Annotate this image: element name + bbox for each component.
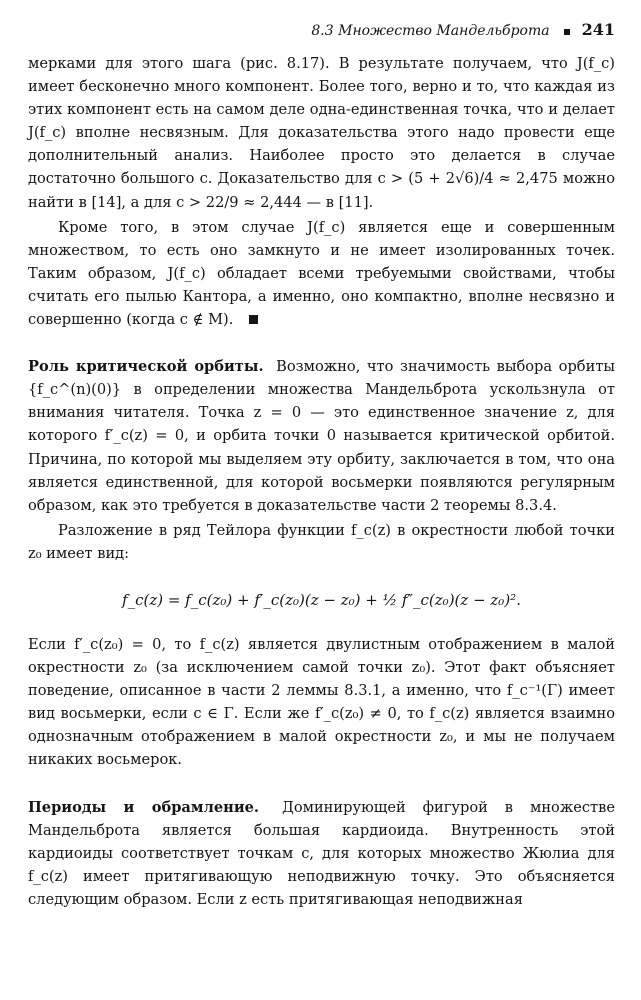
paragraph-1: мерками для этого шага (рис. 8.17). В результате получаем, что J(f_c) имеет бесконечно много компонент. Более того, верно и то, что каждая из этих компонент есть на самом деле одна-единственная точка, что и делает J(f_c) вполне несвязным. Для доказательства этого надо провести еще дополнительный анализ. Наиболее просто это делается в случае достаточно большого c. Доказательство для c > (5 + 2√6)/4 ≈ 2,475 можно найти в [14], а для c > 22/9 ≈ 2,444 — в [11].: [28, 55, 615, 211]
header-bullet-icon: [564, 29, 570, 35]
taylor-formula: f_c(z) = f_c(z₀) + f′_c(z₀)(z − z₀) + ½ f″_c(z₀)(z − z₀)².: [122, 590, 521, 609]
running-header-title: 8.3 Множество Мандельброта: [311, 23, 550, 39]
running-header: [28, 18, 615, 52]
paragraph-3-text: Возможно, что значимость выбора орбиты {f_c^(n)(0)} в определении множества Мандельброта ускользнула от внимания читателя. Точка z = 0 — это единственное значение z, для которого f′_c(z) = 0, и орбита точки 0 называется критической орбитой. Причина, по которой мы выделяем эту орбиту, заключается в том, что она является единственной, для которой восьмерки появляются регулярным образом, как это требуется в доказательстве части 2 теоремы 8.3.4.: [28, 358, 616, 514]
section-title-critical-orbit: Роль критической орбиты.: [28, 358, 264, 376]
section-critical-orbit: [28, 355, 615, 517]
section-title-periods: Периоды и обрамление.: [28, 798, 260, 816]
qed-square-icon: [249, 315, 258, 324]
paragraph-6-text: Доминирующей фигурой в множестве Мандельброта является большая кардиоида. Внутренность этой кардиоиды соответствует точкам c, для которых множество Жюлиа для f_c(z) имеет притягивающую неподвижную точку. Это объясняется следующим образом. Если z есть притягивающая неподвижная: [28, 798, 615, 908]
section-periods: [28, 796, 615, 911]
paragraph-5: Если f′_c(z₀) = 0, то f_c(z) является двулистным отображением в малой окрестности z₀ (за исключением самой точки z₀). Этот факт объясняет поведение, описанное в части 2 леммы 8.3.1, а именно, что f_c⁻¹(Γ) имеет вид восьмерки, если c ∈ Γ. Если же f′_c(z₀) ≠ 0, то f_c(z) является взаимно однозначным отображением в малой окрестности z₀, и мы не получаем никаких восьмерок.: [28, 635, 615, 769]
paragraph-4: Разложение в ряд Тейлора функции f_c(z) в окрестности любой точки z₀ имеет вид:: [28, 521, 615, 562]
paragraph-2-text: Кроме того, в этом случае J(f_c) является еще и совершенным множеством, то есть оно замкнуто и не имеет изолированных точек. Таким образом, J(f_c) обладает всеми требуемыми свойствами, чтобы считать его пылью Кантора, а именно, оно компактно, вполне несвязно и совершенно (когда c ∉ M).: [28, 218, 615, 329]
paragraph-2: [28, 216, 615, 331]
page-number: 241: [581, 20, 615, 39]
